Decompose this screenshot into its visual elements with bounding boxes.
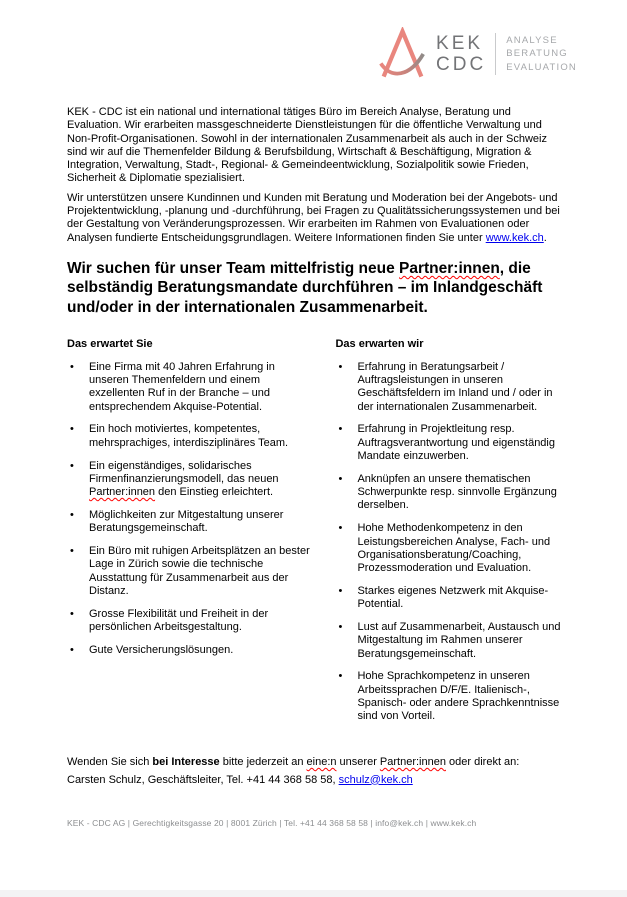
list-item-text: Starkes eigenes Netzwerk mit Akquise-Potential. [357,584,549,611]
list-item [335,522,568,575]
left-bullet-list [67,361,311,657]
logo-wordmark-line2: CDC [436,54,487,75]
logo-wordmark-line1: KEK [436,33,484,54]
page-bottom-edge [0,890,627,897]
column-das-erwartet-sie [67,338,311,733]
intro-paragraph-2-text: Wir unterstützen unsere Kundinnen und Kunden mit Beratung und Moderation bei der Angebots- und Projektentwicklung, -planung und -durchführung, bei Fragen zu Qualitätssicherungssystemen und bei der Gestaltung von Veränderungsprozessen. Wir erarbeiten im Rahmen von Evaluationen oder Analysen fundierte Entscheidungsgrundlagen. Weitere Informationen finden Sie unter [67,191,560,244]
flagged-word: Partner:innen [89,486,156,499]
list-item [335,670,568,723]
contact-text: bitte jederzeit an [219,756,307,769]
list-item-text: Erfahrung in Beratungsarbeit / Auftragsleistungen in unseren Geschäftsfeldern im Inland und / oder in der internationalen Zusammenarbeit. [357,360,553,413]
kek-cdc-logo [378,27,577,81]
list-item [67,361,311,414]
list-item [67,460,311,500]
list-item [67,423,311,450]
list-item [335,621,568,661]
logo-tagline-line1: ANALYSE [506,34,558,46]
logo-tagline-line2: BERATUNG [506,48,568,60]
list-item-text: Anknüpfen an unsere thematischen Schwerpunkte resp. sinnvolle Ergänzung derselben. [357,472,557,512]
logo-wordmark [436,33,486,75]
list-item-text: Hohe Methodenkompetenz in den Leistungsbereichen Analyse, Fach- und Organisationsberatung/Coaching, Prozessmoderation und Evaluation. [357,522,551,575]
list-item-text: Eine Firma mit 40 Jahren Erfahrung in unseren Themenfeldern und einem exzellenten Ruf in der Branche – und entsprechendem Akquise-Potential. [89,360,275,413]
contact-text: unserer [336,756,380,769]
flagged-word: eine:n [306,756,337,769]
website-link[interactable]: www.kek.ch [485,231,544,244]
logo-divider [495,33,496,75]
list-item-text: Gute Versicherungslösungen. [89,643,234,656]
flagged-word: Partner:innen [379,756,446,769]
contact-line-2 [67,772,568,790]
logo-tagline-line3: EVALUATION [506,61,577,73]
column-das-erwarten-wir [335,338,568,733]
list-item-text: Möglichkeiten zur Mitgestaltung unserer Beratungsgemeinschaft. [89,508,284,535]
contact-bold-text: bei Interesse [152,756,220,769]
list-item [335,361,568,414]
page-footer: KEK - CDC AG | Gerechtigkeitsgasse 20 | 8001 Zürich | Tel. +41 44 368 58 58 | info@kek.ch | www.kek.ch [67,818,477,829]
contact-section [67,754,568,789]
list-item-text: den Einstieg erleichtert. [155,486,274,499]
intro-paragraph-2-period: . [543,231,547,244]
list-item-text: Ein eigenständiges, solidarisches Firmenfinanzierungsmodell, das neuen [89,459,279,485]
left-column-title: Das erwartet Sie [67,338,153,351]
contact-line-1 [67,754,568,772]
contact-text: Carsten Schulz, Geschäftsleiter, Tel. +41 44 368 58 58, [67,773,339,786]
list-item-text: Grosse Flexibilität und Freiheit in der persönlichen Arbeitsgestaltung. [89,607,269,634]
list-item [67,608,311,635]
list-item-text: Lust auf Zusammenarbeit, Austausch und Mitgestaltung im Rahmen unserer Beratungsgemeinschaft. [357,621,561,660]
kek-cdc-logo-icon [378,27,427,81]
right-column-title: Das erwarten wir [335,338,424,351]
list-item-text: Hohe Sprachkompetenz in unseren Arbeitssprachen D/F/E. Italienisch-, Spanisch- oder andere Sprachkenntnisse sind von Vorteil. [357,670,560,723]
contact-text: oder direkt an: [445,756,520,769]
list-item [335,585,568,612]
headline-pre: Wir suchen für unser Team mittelfristig neue [67,259,400,277]
list-item [67,545,311,598]
right-bullet-list [335,361,568,724]
email-link[interactable]: schulz@kek.ch [338,773,413,786]
intro-paragraph-1: KEK - CDC ist ein national und international tätiges Büro im Bereich Analyse, Beratung und Evaluation. Wir erarbeiten massgeschneiderte Dienstleistungen für die öffentliche Verwaltung und Non-Profit-Organisationen. Sowohl in der internationalen Zusammenarbeit als auch in der Schweiz sind wir auf die Themenfelder Bildung & Berufsbildung, Wirtschaft & Beschäftigung, Migration & Integration, Verwaltung, Stadt-, Regional- & Gemeindeentwicklung, Sozialpolitik sowie Frieden, Sicherheit & Diplomatie spezialisiert. [67,106,547,185]
list-item-text: Ein hoch motiviertes, kompetentes, mehrsprachiges, interdisziplinäres Team. [89,423,289,449]
list-item [67,644,311,657]
job-headline [67,259,568,318]
logo-tagline [506,34,577,75]
list-item-text: Ein Büro mit ruhigen Arbeitsplätzen an bester Lage in Zürich sowie die technische Ausstattung für Zusammenarbeit aus der Distanz. [89,545,310,597]
contact-text: Wenden Sie sich [67,756,153,769]
list-item [67,509,311,536]
list-item [335,473,568,513]
headline-flagged-word: Partner:innen [399,259,500,277]
headline-post: , die selbständig Beratungsmandate durchführen – im Inlandgeschäft und/oder in der internationalen Zusammenarbeit. [67,259,543,316]
list-item-text: Erfahrung in Projektleitung resp. Auftragsverantwortung und eigenständig Mandate einzuwerben. [357,423,555,463]
list-item [335,423,568,463]
intro-paragraph-2 [67,192,568,245]
two-column-section [67,338,568,733]
